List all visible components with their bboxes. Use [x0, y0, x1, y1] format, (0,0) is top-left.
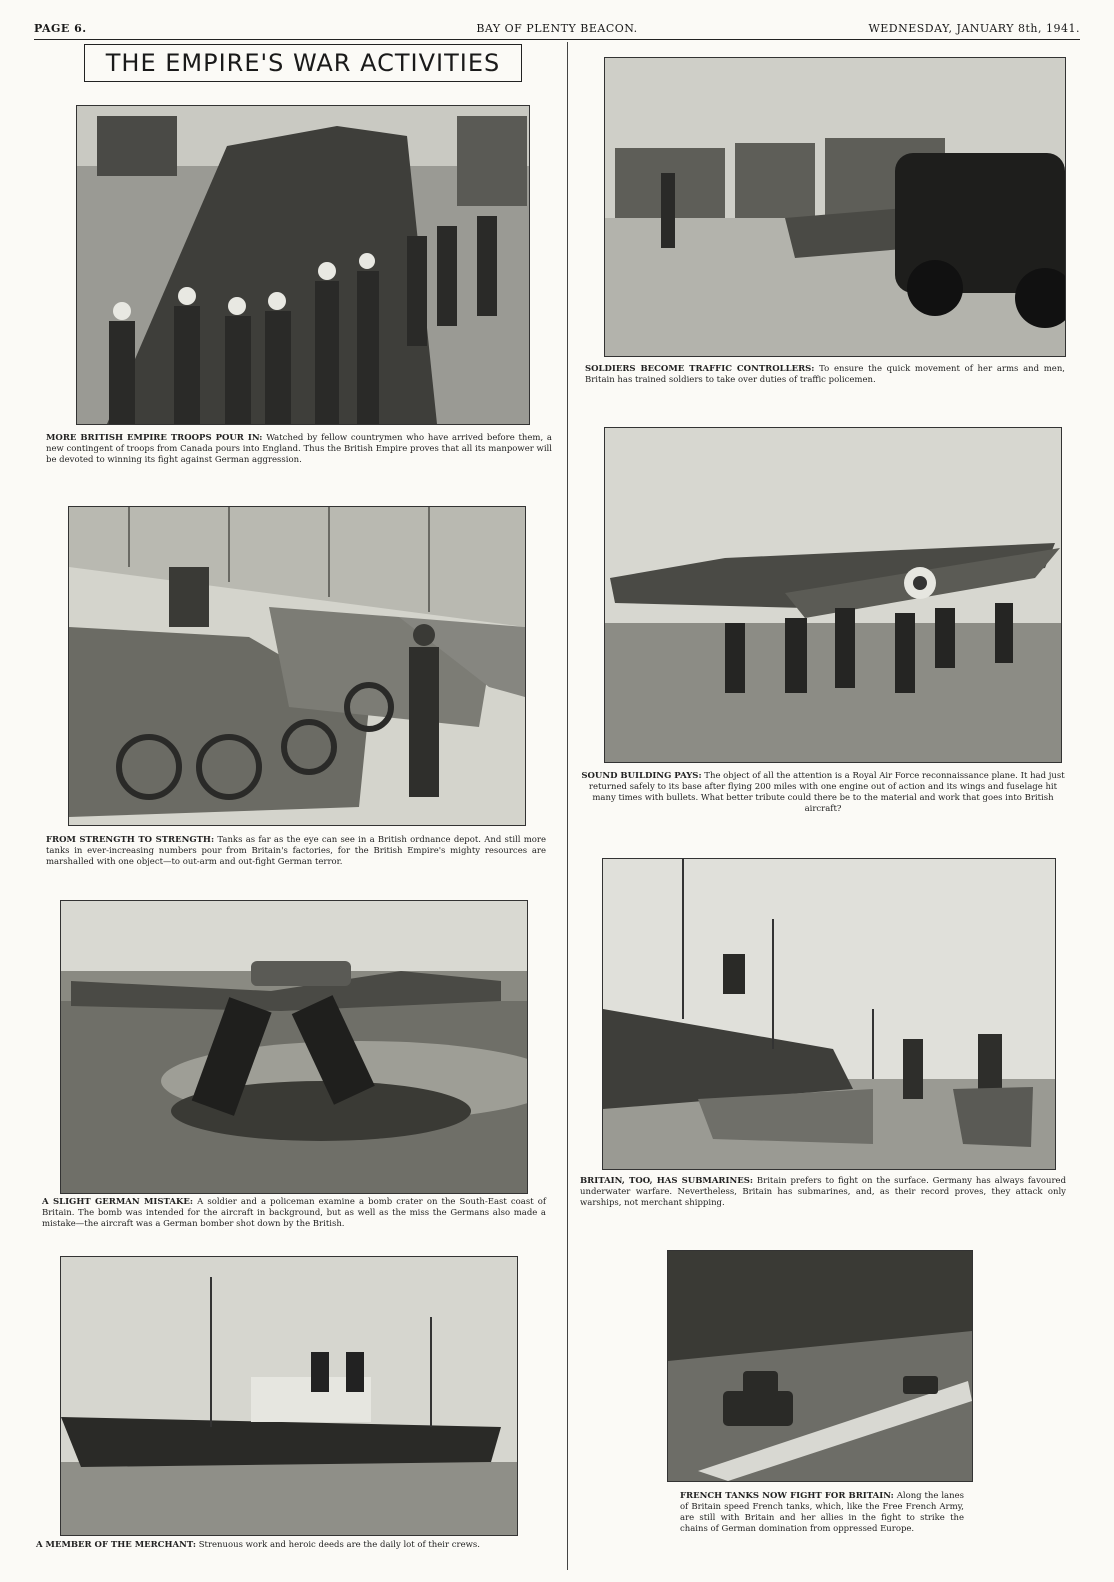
masthead — [34, 22, 1080, 38]
photo-raf-plane — [604, 427, 1062, 763]
photo-french-tanks — [667, 1250, 973, 1482]
caption-text: Tanks as far as the eye can see in a British ordnance depot. And still more tanks in ever-increasing numbers pour from Britain's factories, for the British Empire's mighty resources are marshalled with one object—to out-arm and out-fight German terror. — [46, 835, 546, 867]
caption-text: To ensure the quick movement of her arms and men, Britain has trained soldiers to take over duties of traffic policemen. — [585, 364, 1066, 385]
caption-text: The object of all the attention is a Royal Air Force reconnaissance plane. It had just returned safely to its base after flying 200 miles with one engine out of action and its wings and fuselage hit many times with bullets. What better tribute could there be to the material and work that goes into British aircraft? — [588, 771, 1065, 814]
caption-lead: MORE BRITISH EMPIRE TROOPS POUR IN: — [46, 433, 263, 443]
photo-traffic-soldiers — [604, 57, 1066, 357]
caption-text: Britain prefers to fight on the surface. Germany has always favoured underwater warfare. Nevertheless, Britain has submarines, and, as their record proves, they attack only warships, not merchant shipping. — [580, 1176, 1067, 1208]
photo-submarines — [602, 858, 1056, 1170]
caption-lead: BRITAIN, TOO, HAS SUBMARINES: — [580, 1176, 753, 1186]
caption-lead: SOUND BUILDING PAYS: — [581, 771, 702, 781]
photo-troops-marching — [76, 105, 530, 425]
caption-text: Watched by fellow countrymen who have arrived before them, a new contingent of troops from Canada pours into England. Thus the British Empire proves that all its manpower will be devoted to winning its fight against German aggression. — [46, 433, 552, 465]
caption-french-tanks — [680, 1491, 964, 1535]
masthead-rule — [34, 39, 1080, 40]
photo-bomb-crater — [60, 900, 528, 1194]
photo-tank-depot — [68, 506, 526, 826]
column-divider — [567, 42, 568, 1570]
caption-lead: FRENCH TANKS NOW FIGHT FOR BRITAIN: — [680, 1491, 894, 1501]
caption-lead: A MEMBER OF THE MERCHANT: — [36, 1540, 197, 1550]
caption-bomb-crater — [42, 1197, 546, 1230]
page-headline: THE EMPIRE'S WAR ACTIVITIES — [84, 44, 522, 82]
caption-lead: A SLIGHT GERMAN MISTAKE: — [42, 1197, 193, 1207]
photo-merchant-ship — [60, 1256, 518, 1536]
caption-lead: FROM STRENGTH TO STRENGTH: — [46, 835, 215, 845]
page-number: PAGE 6. — [34, 22, 87, 35]
caption-raf-plane — [580, 771, 1066, 815]
issue-date: WEDNESDAY, JANUARY 8th, 1941. — [868, 22, 1080, 35]
caption-troops — [46, 433, 552, 466]
caption-lead: SOLDIERS BECOME TRAFFIC CONTROLLERS: — [585, 364, 815, 374]
caption-merchant — [36, 1540, 556, 1551]
newspaper-name: BAY OF PLENTY BEACON. — [476, 22, 638, 35]
caption-text: Strenuous work and heroic deeds are the daily lot of their crews. — [198, 1540, 480, 1550]
caption-text: A soldier and a policeman examine a bomb crater on the South-East coast of Britain. The bomb was intended for the aircraft in background, but as well as the miss the Germans also made a mistake—the aircraft was a German bomber shot down by the British. — [42, 1197, 546, 1229]
caption-traffic — [585, 364, 1065, 386]
caption-text: Along the lanes of Britain speed French tanks, which, like the Free French Army, are still with Britain and her allies in the fight to strike the chains of German domination from oppressed Europe. — [680, 1491, 964, 1534]
caption-submarines — [580, 1176, 1066, 1209]
caption-tanks — [46, 835, 546, 868]
